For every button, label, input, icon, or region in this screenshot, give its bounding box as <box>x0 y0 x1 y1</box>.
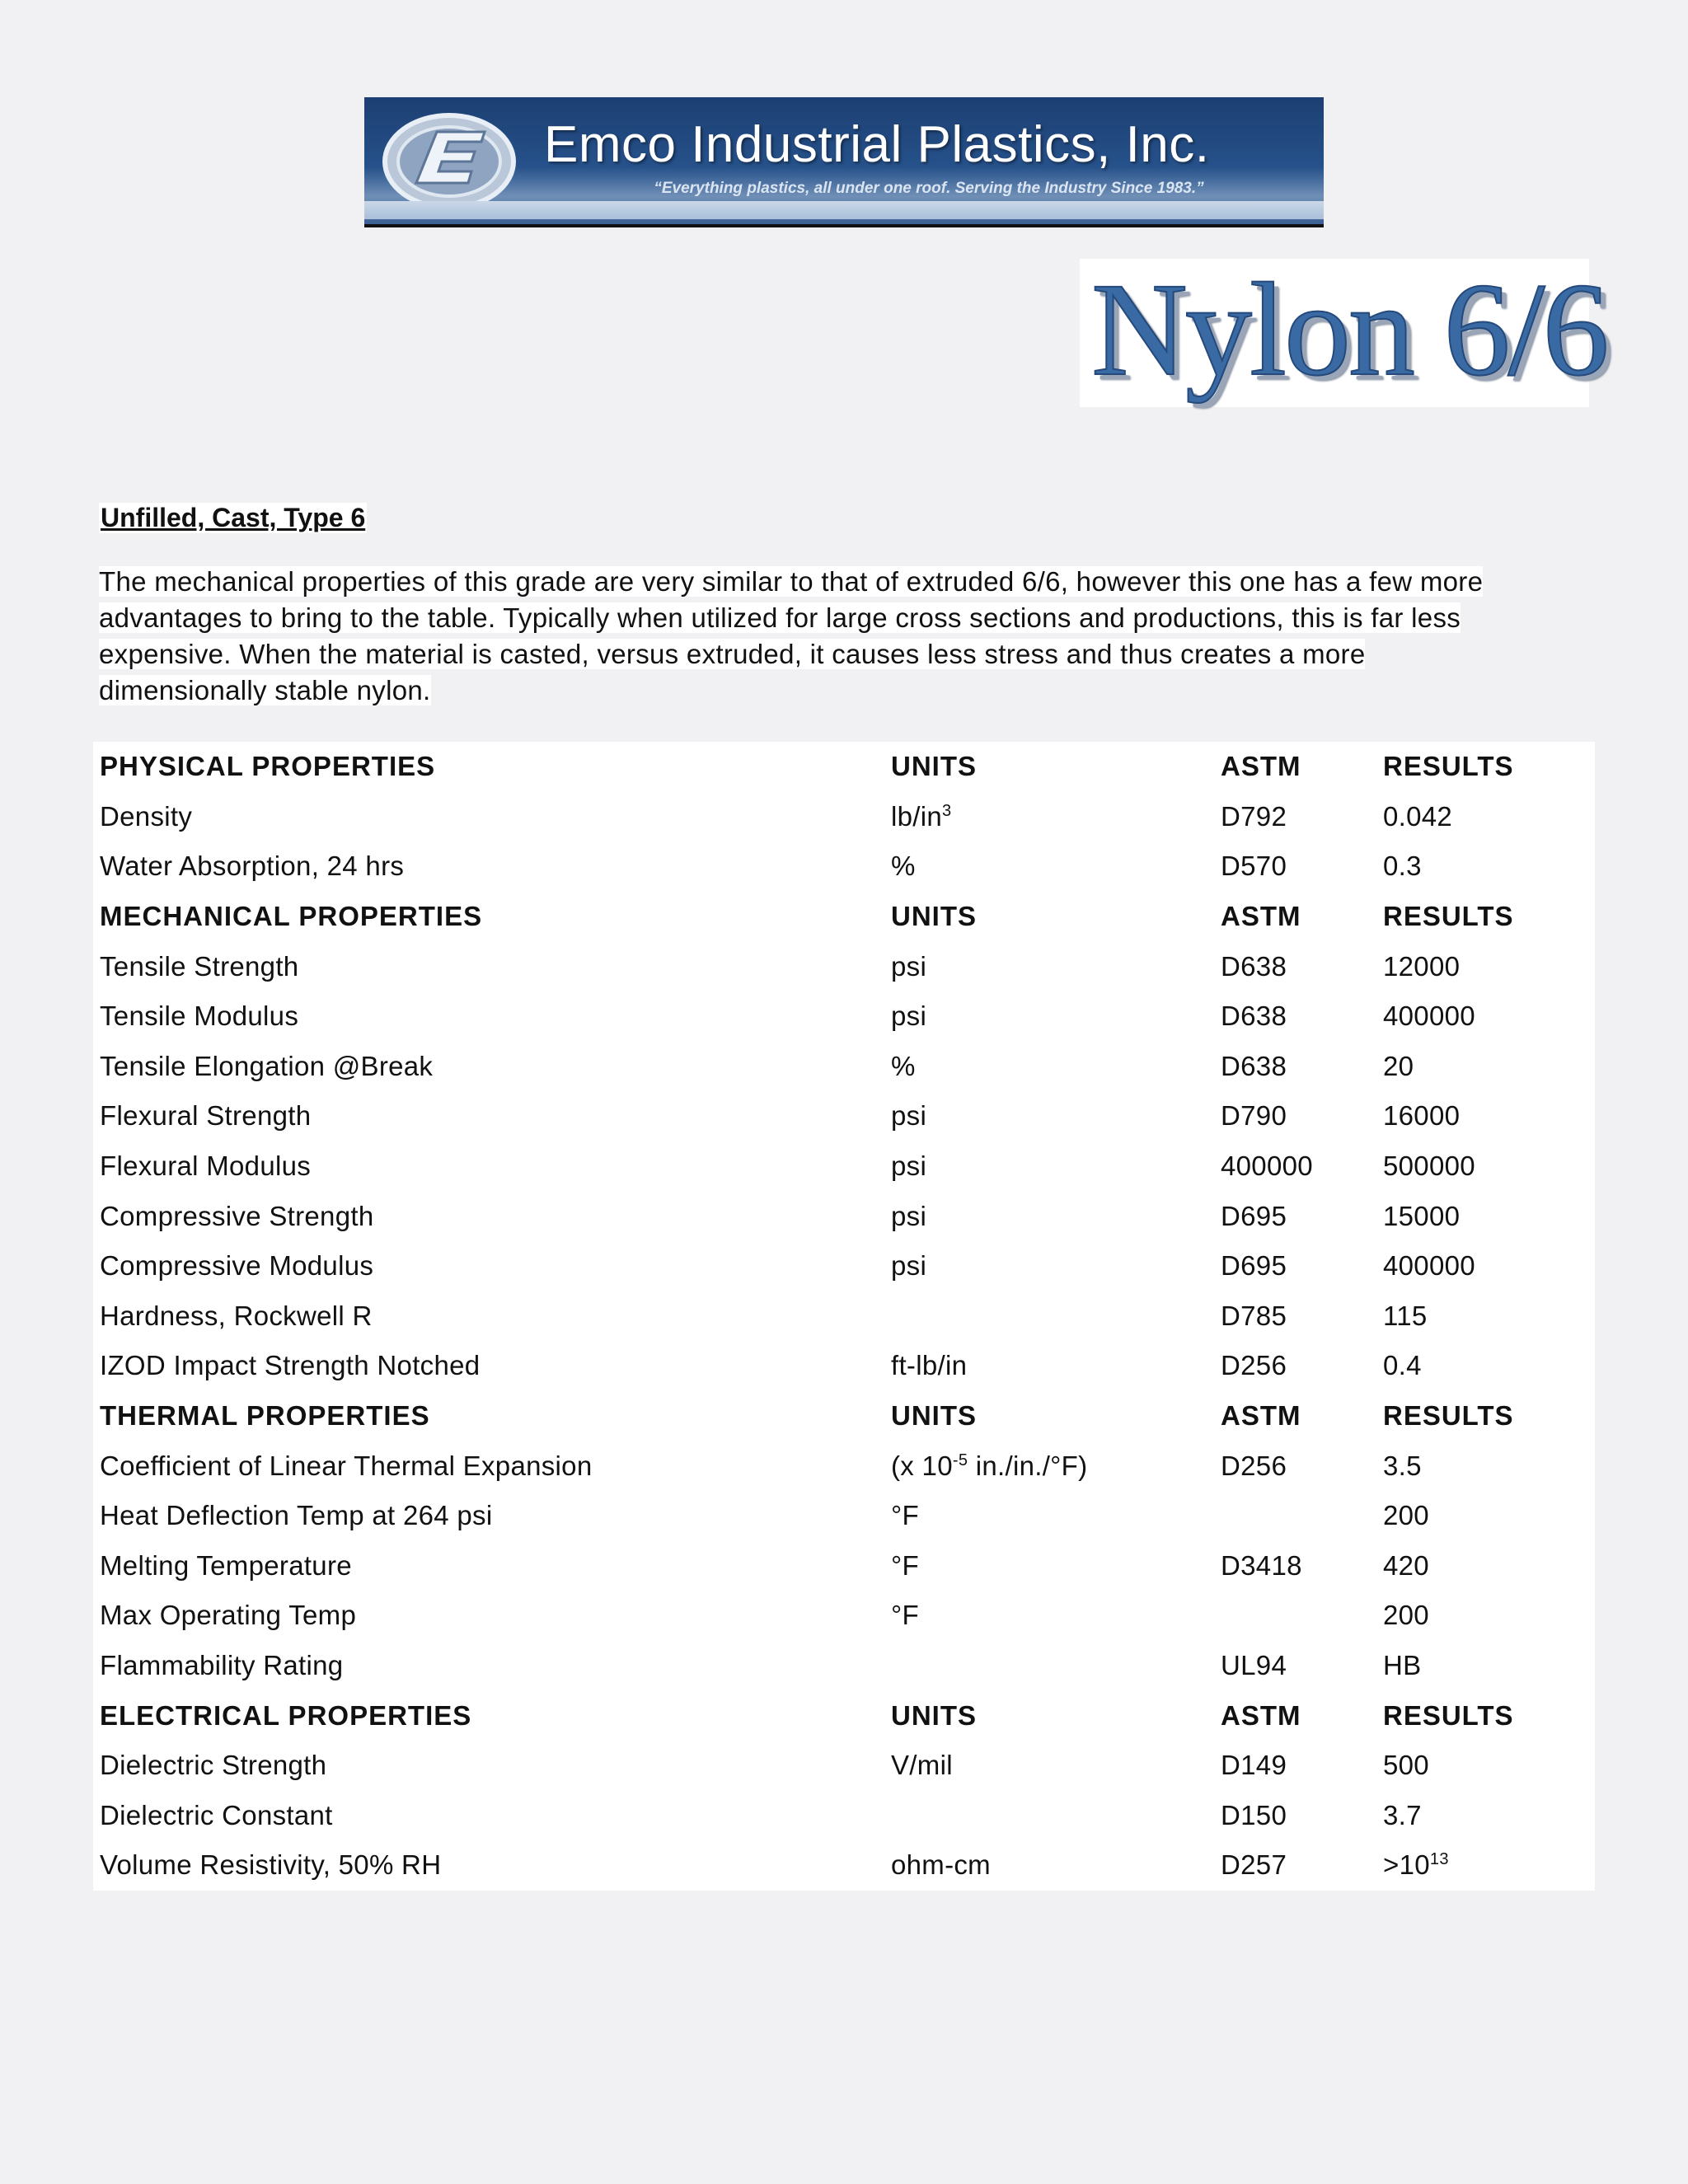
property-name: Tensile Strength <box>100 950 299 982</box>
section-header-row <box>93 1391 1595 1441</box>
property-unit <box>884 1341 1214 1391</box>
property-row <box>93 1241 1595 1291</box>
property-unit <box>884 1042 1214 1092</box>
property-astm: D638 <box>1221 1050 1287 1081</box>
result-text: 420 <box>1383 1549 1429 1581</box>
property-name: Coefficient of Linear Thermal Expansion <box>100 1450 593 1481</box>
property-astm: D792 <box>1221 800 1287 832</box>
banner-stripe <box>364 201 1324 219</box>
property-unit <box>884 1191 1214 1241</box>
property-unit <box>884 1241 1214 1291</box>
description-line: dimensionally stable nylon. <box>99 675 431 705</box>
section-title: MECHANICAL PROPERTIES <box>100 901 483 932</box>
result-text: 16000 <box>1383 1100 1461 1132</box>
property-result <box>1376 1291 1595 1342</box>
property-unit <box>884 1741 1214 1791</box>
property-name: Dielectric Strength <box>100 1750 327 1781</box>
results-header: RESULTS <box>1383 1400 1514 1432</box>
property-name: Dielectric Constant <box>100 1799 333 1830</box>
unit-text: % <box>891 851 916 882</box>
property-unit <box>884 1790 1214 1840</box>
property-astm: D256 <box>1221 1450 1287 1481</box>
unit-text: psi <box>891 1001 927 1032</box>
property-result <box>1376 1591 1595 1641</box>
property-unit <box>884 1291 1214 1342</box>
property-row <box>93 1341 1595 1391</box>
section-header-row <box>93 742 1595 792</box>
property-unit <box>884 1641 1214 1691</box>
astm-header: ASTM <box>1221 1699 1301 1731</box>
result-text: 3.7 <box>1383 1799 1422 1830</box>
unit-superscript: -5 <box>952 1451 968 1469</box>
property-unit <box>884 991 1214 1042</box>
property-astm: D150 <box>1221 1799 1287 1830</box>
unit-text: °F <box>891 1549 919 1581</box>
company-logo-icon <box>379 107 519 213</box>
astm-header: ASTM <box>1221 901 1301 932</box>
property-astm: D570 <box>1221 851 1287 882</box>
section-header-row <box>93 892 1595 942</box>
property-astm: D638 <box>1221 1001 1287 1032</box>
result-text: 12000 <box>1383 950 1461 982</box>
property-row <box>93 991 1595 1042</box>
property-row <box>93 1491 1595 1541</box>
unit-superscript: 3 <box>942 801 952 820</box>
properties-table <box>93 742 1595 1891</box>
property-astm: D3418 <box>1221 1549 1302 1581</box>
section-title: THERMAL PROPERTIES <box>100 1400 430 1432</box>
property-astm: UL94 <box>1221 1649 1287 1680</box>
result-text: 400000 <box>1383 1250 1475 1282</box>
property-name: Compressive Modulus <box>100 1250 374 1282</box>
property-unit <box>884 792 1214 842</box>
property-result <box>1376 1341 1595 1391</box>
property-row <box>93 1741 1595 1791</box>
astm-header: ASTM <box>1221 1400 1301 1432</box>
product-title-box <box>1080 256 1607 407</box>
property-row <box>93 1141 1595 1192</box>
property-astm: D256 <box>1221 1350 1287 1381</box>
product-description <box>99 564 1574 709</box>
property-row <box>93 1541 1595 1591</box>
property-row <box>93 1441 1595 1491</box>
description-line: The mechanical properties of this grade are very similar to that of extruded 6/6, however this one has a few more <box>99 566 1484 597</box>
property-result <box>1376 991 1595 1042</box>
astm-header: ASTM <box>1221 751 1301 782</box>
property-name: Melting Temperature <box>100 1549 352 1581</box>
result-text: 0.3 <box>1383 851 1422 882</box>
unit-text: lb/in <box>891 800 943 832</box>
property-row <box>93 1042 1595 1092</box>
result-text: 200 <box>1383 1500 1429 1531</box>
property-astm: D790 <box>1221 1100 1287 1132</box>
property-row <box>93 1091 1595 1141</box>
property-result <box>1376 1790 1595 1840</box>
property-unit <box>884 841 1214 892</box>
property-astm: D695 <box>1221 1250 1287 1282</box>
property-unit <box>884 1091 1214 1141</box>
results-header: RESULTS <box>1383 751 1514 782</box>
property-result <box>1376 1241 1595 1291</box>
unit-text: psi <box>891 1200 927 1231</box>
property-name: Hardness, Rockwell R <box>100 1300 373 1331</box>
property-unit <box>884 1141 1214 1192</box>
unit-text: psi <box>891 1100 927 1132</box>
property-unit <box>884 1840 1214 1891</box>
result-text: 500000 <box>1383 1151 1475 1182</box>
property-astm <box>1214 1491 1376 1541</box>
property-name: Flexural Strength <box>100 1100 312 1132</box>
property-astm: D257 <box>1221 1849 1287 1881</box>
results-header: RESULTS <box>1383 901 1514 932</box>
result-text: 400000 <box>1383 1001 1475 1032</box>
company-name: Emco Industrial Plastics, Inc. <box>544 116 1210 173</box>
units-header: UNITS <box>891 1699 977 1731</box>
property-unit <box>884 1491 1214 1541</box>
results-header: RESULTS <box>1383 1699 1514 1731</box>
description-line: advantages to bring to the table. Typically when utilized for large cross sections and productions, this is far less <box>99 602 1461 633</box>
property-astm: D695 <box>1221 1200 1287 1231</box>
property-result <box>1376 792 1595 842</box>
result-text: 15000 <box>1383 1200 1461 1231</box>
property-name: Flammability Rating <box>100 1649 344 1680</box>
unit-text: (x 10 <box>891 1450 953 1481</box>
unit-text: % <box>891 1050 916 1081</box>
property-unit <box>884 1441 1214 1491</box>
property-row <box>93 1641 1595 1691</box>
property-name: Tensile Elongation @Break <box>100 1050 434 1081</box>
property-result <box>1376 1091 1595 1141</box>
property-row <box>93 1840 1595 1891</box>
property-row <box>93 792 1595 842</box>
property-row <box>93 841 1595 892</box>
units-header: UNITS <box>891 901 977 932</box>
property-unit <box>884 1591 1214 1641</box>
property-result <box>1376 1541 1595 1591</box>
property-name: Volume Resistivity, 50% RH <box>100 1849 442 1881</box>
result-text: >10 <box>1383 1849 1430 1881</box>
property-name: Flexural Modulus <box>100 1151 312 1182</box>
property-result <box>1376 1191 1595 1241</box>
property-astm: D638 <box>1221 950 1287 982</box>
section-header-row <box>93 1690 1595 1741</box>
property-unit <box>884 941 1214 991</box>
property-name: Tensile Modulus <box>100 1001 299 1032</box>
unit-text: psi <box>891 950 927 982</box>
unit-text: V/mil <box>891 1750 953 1781</box>
property-result <box>1376 841 1595 892</box>
property-astm: D149 <box>1221 1750 1287 1781</box>
property-name: Max Operating Temp <box>100 1600 357 1631</box>
property-name: IZOD Impact Strength Notched <box>100 1350 481 1381</box>
company-tagline: “Everything plastics, all under one roof. Serving the Industry Since 1983.” <box>654 180 1204 197</box>
product-title: Nylon 6/6 <box>1091 256 1607 404</box>
unit-text: ft-lb/in <box>891 1350 968 1381</box>
unit-text: °F <box>891 1600 919 1631</box>
result-text: 500 <box>1383 1750 1429 1781</box>
result-superscript: 13 <box>1429 1850 1449 1869</box>
property-result <box>1376 1741 1595 1791</box>
property-row <box>93 1291 1595 1342</box>
property-result <box>1376 1141 1595 1192</box>
unit-text: psi <box>891 1250 927 1282</box>
section-title: PHYSICAL PROPERTIES <box>100 751 436 782</box>
result-text: 0.042 <box>1383 800 1453 832</box>
section-title: ELECTRICAL PROPERTIES <box>100 1699 472 1731</box>
property-name: Heat Deflection Temp at 264 psi <box>100 1500 493 1531</box>
properties-table-body <box>93 742 1595 1891</box>
property-name: Compressive Strength <box>100 1200 374 1231</box>
property-astm <box>1214 1591 1376 1641</box>
property-astm: 400000 <box>1221 1151 1313 1182</box>
property-result <box>1376 1441 1595 1491</box>
result-text: 200 <box>1383 1600 1429 1631</box>
property-row <box>93 1591 1595 1641</box>
property-row <box>93 941 1595 991</box>
property-result <box>1376 1641 1595 1691</box>
unit-text: °F <box>891 1500 919 1531</box>
result-text: 3.5 <box>1383 1450 1422 1481</box>
property-result <box>1376 1491 1595 1541</box>
unit-text-tail: in./in./°F) <box>968 1450 1088 1481</box>
result-text: 20 <box>1383 1050 1414 1081</box>
units-header: UNITS <box>891 1400 977 1432</box>
property-row <box>93 1191 1595 1241</box>
unit-text: ohm-cm <box>891 1849 991 1881</box>
property-result <box>1376 941 1595 991</box>
units-header: UNITS <box>891 751 977 782</box>
property-row <box>93 1790 1595 1840</box>
property-result <box>1376 1042 1595 1092</box>
property-unit <box>884 1541 1214 1591</box>
property-result <box>1376 1840 1595 1891</box>
company-banner <box>364 97 1324 227</box>
product-subtitle: Unfilled, Cast, Type 6 <box>101 503 366 532</box>
unit-text: psi <box>891 1151 927 1182</box>
description-line: expensive. When the material is casted, versus extruded, it causes less stress and thus creates a more <box>99 639 1366 669</box>
property-astm: D785 <box>1221 1300 1287 1331</box>
property-name: Water Absorption, 24 hrs <box>100 851 405 882</box>
property-name: Density <box>100 800 193 832</box>
result-text: 0.4 <box>1383 1350 1422 1381</box>
result-text: 115 <box>1383 1300 1428 1331</box>
result-text: HB <box>1383 1649 1422 1680</box>
